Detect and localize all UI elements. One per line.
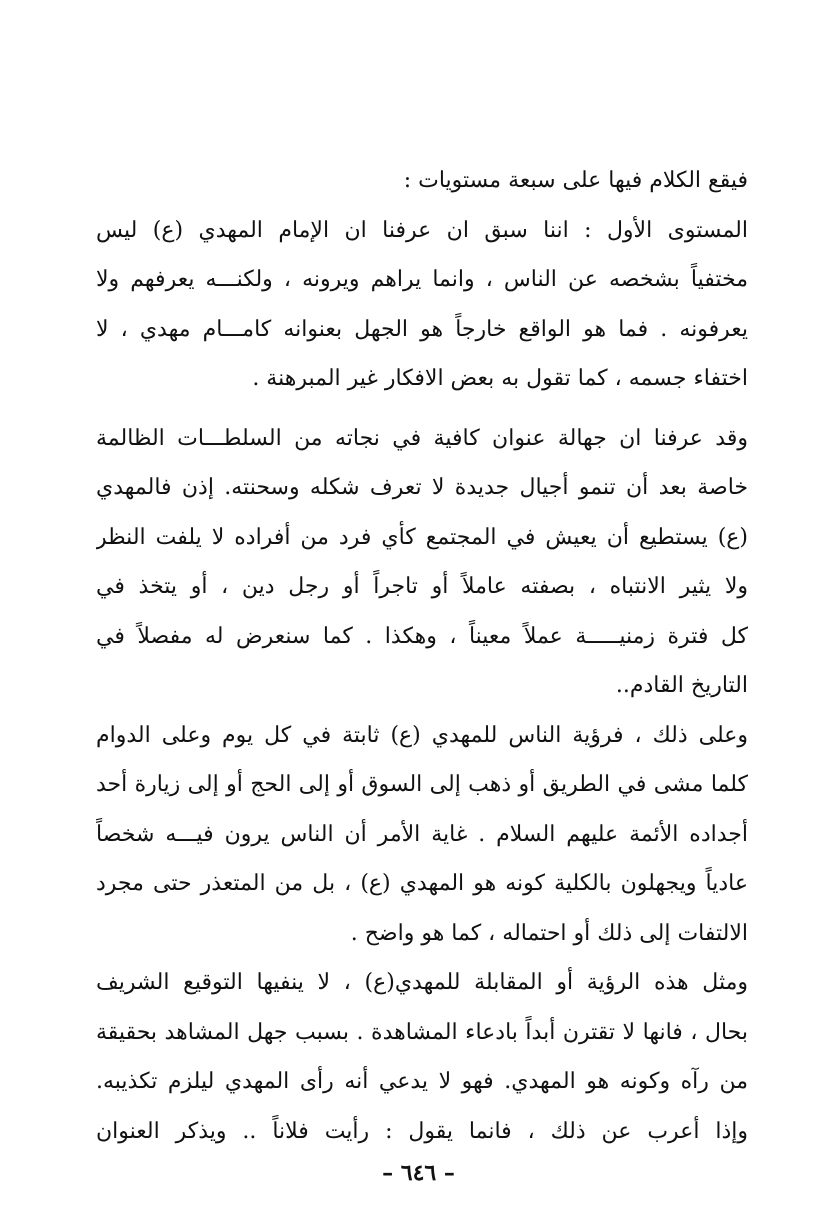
text-line: اختفاء جسمه ، كما تقول به بعض الافكار غير المبرهنة . bbox=[252, 366, 748, 391]
text-line: بحال ، فانها لا تقترن أبداً بادعاء المشاهدة . بسبب جهل المشاهد بحقيقة bbox=[96, 1019, 748, 1045]
text-line: ولا يثير الانتباه ، بصفته عاملاً أو تاجراً أو رجل دين ، أو يتخذ في bbox=[96, 574, 748, 599]
text-line: من رآه وكونه هو المهدي. فهو لا يدعي أنه رأى المهدي ليلزم تكذيبه. bbox=[96, 1069, 748, 1094]
text-line: ومثل هذه الرؤية أو المقابلة للمهدي(ع) ، لا ينفيها التوقيع الشريف bbox=[96, 970, 748, 995]
paragraph-seeing bbox=[96, 711, 748, 959]
text-line: فيقع الكلام فيها على سبعة مستويات : bbox=[403, 168, 748, 193]
paragraph-first-level bbox=[96, 206, 748, 404]
body-text bbox=[96, 156, 748, 1156]
text-line: وقد عرفنا ان جهالة عنوان كافية في نجاته من السلطـــات الظالمة bbox=[96, 425, 748, 451]
text-line: يعرفونه . فما هو الواقع خارجاً هو الجهل بعنوانه كامـــام مهدي ، لا bbox=[96, 316, 748, 342]
text-line: عادياً ويجهلون بالكلية كونه هو المهدي (ع) ، بل من المتعذر حتى مجرد bbox=[96, 871, 748, 896]
text-line: الالتفات إلى ذلك أو احتماله ، كما هو واضح . bbox=[350, 920, 748, 946]
paragraph-meeting bbox=[96, 958, 748, 1156]
page-number: – ٦٤٦ – bbox=[382, 1160, 455, 1186]
text-line: خاصة بعد أن تنمو أجيال جديدة لا تعرف شكله وسحنته. إذن فالمهدي bbox=[96, 475, 748, 500]
text-line: التاريخ القادم.. bbox=[615, 673, 748, 698]
text-line: كل فترة زمنيـــــة عملاً معيناً ، وهكذا . كما سنعرض له مفصلاً في bbox=[96, 623, 748, 649]
text-line: وعلى ذلك ، فرؤية الناس للمهدي (ع) ثابتة في كل يوم وعلى الدوام bbox=[96, 722, 748, 748]
text-line: (ع) يستطيع أن يعيش في المجتمع كأي فرد من أفراده لا يلفت النظر bbox=[96, 524, 748, 550]
paragraph-intro bbox=[96, 156, 748, 206]
text-line: المستوى الأول : اننا سبق ان عرفنا ان الإمام المهدي (ع) ليس bbox=[96, 217, 748, 243]
text-line: وإذا أعرب عن ذلك ، فانما يقول : رأيت فلاناً .. ويذكر العنوان bbox=[96, 1118, 748, 1144]
text-line: أجداده الأئمة عليهم السلام . غاية الأمر أن الناس يرون فيـــه شخصاً bbox=[96, 821, 748, 847]
text-line: كلما مشى في الطريق أو ذهب إلى السوق أو إلى الحج أو إلى زيارة أحد bbox=[96, 772, 748, 797]
paragraph-identity bbox=[96, 414, 748, 711]
text-line: مختفياً بشخصه عن الناس ، وانما يراهم ويرونه ، ولكنـــه يعرفهم ولا bbox=[96, 267, 748, 292]
